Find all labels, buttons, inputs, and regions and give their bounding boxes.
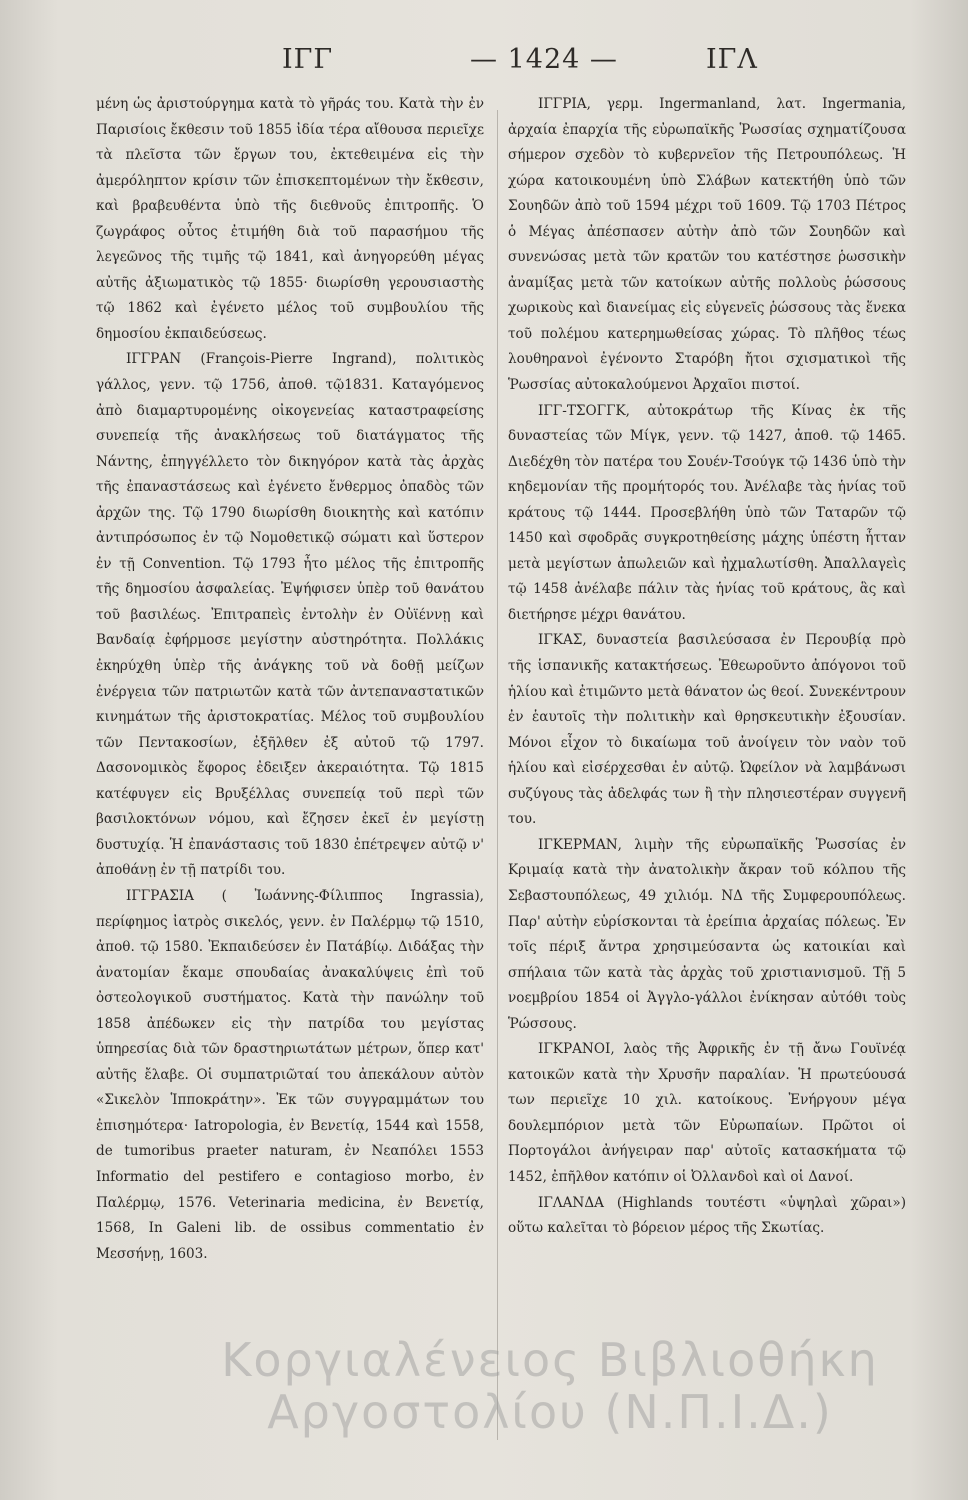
left-column bbox=[96, 92, 484, 1267]
entry-inkerman: ΙΓΚΕΡΜΑΝ, λιμὴν τῆς εὐρωπαϊκῆς Ῥωσσίας ἐν Κριμαίᾳ κατὰ τὴν ἀνατολικὴν ἄκραν τοῦ κόλπου τῆς Σεβαστουπόλεως, 49 χιλιόμ. ΝΔ τῆς Συμφερουπόλεως. Παρ' αὐτὴν εὑρίσκονται τὰ ἐρείπια ἀρχαίας πόλεως. Ἐν τοῖς πέριξ ἄντρα χρησιμεύσαντα ὡς κατοικίαι καὶ σπήλαια τῶν κατὰ τὰς ἀρχὰς τοῦ χριστιανισμοῦ. Τῇ 5 νοεμβρίου 1854 οἱ Ἀγγλο-γάλλοι ἐνίκησαν αὐτόθι τοὺς Ῥώσσους. bbox=[508, 836, 906, 1032]
library-watermark bbox=[170, 1334, 930, 1438]
right-column bbox=[508, 92, 906, 1242]
entry-ingrassia: ΙΓΓΡΑΣΙΑ ( Ἰωάννης-Φίλιππος Ingrassia), περίφημος ἰατρὸς σικελός, γενν. ἐν Παλέρμῳ τῷ 1510, ἀποθ. τῷ 1580. Ἐκπαιδεύσεν ἐν Πατάβίῳ. Διδάξας τὴν ἀνατομίαν ἔκαμε σπουδαίας ἀνακαλύψεις ἐπὶ τοῦ ὀστεολογικοῦ συστήματος. Κατὰ τὴν πανώλην τοῦ 1858 ἀπέδωκεν εἰς τὴν πατρίδα του μεγίστας ὑπηρεσίας διὰ τῶν δραστηριωτάτων μέτρων, ὅπερ κατ' αὐτῆς ἔλαβε. Οἱ συμπατριῶταί του ἀπεκάλουν αὐτὸν «Σικελὸν Ἱπποκράτην». Ἐκ τῶν συγγραμμάτων του ἐπισημότερα· Iatropologia, ἐν Βενετίᾳ, 1544 καὶ 1558, de tumoribus praeter naturam, ἐν Νεαπόλει 1553 Informatio del pestifero e contagioso morbo, ἐν Παλέρμῳ, 1576. Veterinaria medicina, ἐν Βενετίᾳ, 1568, In Galeni lib. de ossibus commentatio ἐν Μεσσήνῃ, 1603. bbox=[96, 887, 484, 1262]
entry-ingrand: ΙΓΓΡΑΝ (François-Pierre Ingrand), πολιτικὸς γάλλος, γενν. τῷ 1756, ἀποθ. τῷ1831. Καταγόμενος ἀπὸ διαμαρτυρομένης οἰκογενείας καταστραφείσης συνεπείᾳ τῆς ἀνακλήσεως τοῦ διατάγματος τῆς Νάντης, ἐπηγγέλλετο τὸν δικηγόρον κατὰ τὰς ἀρχὰς τῆς ἐπαναστάσεως καὶ ἐγένετο ἔνθερμος ὀπαδὸς τῶν ἀρχῶν της. Τῷ 1790 διωρίσθη διοικητὴς καὶ κατόπιν ἀντιπρόσωπος ἐν τῷ Νομοθετικῷ σώματι καὶ ὕστερον ἐν τῇ Convention. Τῷ 1793 ἦτο μέλος τῆς ἐπιτροπῆς τῆς δημοσίου ἀσφαλείας. Ἐψήφισεν ὑπὲρ τοῦ θανάτου τοῦ βασιλέως. Ἐπιτραπεὶς ἐντολὴν ἐν Οὐϊέννῃ καὶ Βανδαίᾳ ἐφήρμοσε μεγίστην αὐστηρότητα. Πολλάκις ἐκηρύχθη ὑπὲρ τῆς ἀνάγκης τοῦ νὰ δοθῇ μείζων ἐνέργεια τῶν πατριωτῶν κατὰ τῶν ἀντεπαναστατικῶν κινημάτων τῆς ἀριστοκρατίας. Μέλος τοῦ συμβουλίου τῶν Πεντακοσίων, ἐξῆλθεν ἐξ αὐτοῦ τῷ 1797. Δασονομικὸς ἔφορος ἐδειξεν ἀκεραιότητα. Τῷ 1815 κατέφυγεν εἰς Βρυξέλλας συνεπείᾳ τοῦ περὶ τῶν βασιλοκτόνων νόμου, καὶ ἔζησεν ἐκεῖ ἐν μεγίστῃ δυστυχίᾳ. Ἡ ἐπανάστασις τοῦ 1830 ἐπέτρεψεν αὐτῷ ν' ἀποθάνῃ ἐν τῇ πατρίδι του. bbox=[96, 351, 484, 879]
entry-ing-tsong: ΙΓΓ-ΤΣΟΓΓΚ, αὐτοκράτωρ τῆς Κίνας ἐκ τῆς δυναστείας τῶν Μίγκ, γενν. τῷ 1427, ἀποθ. τῷ 1465. Διεδέχθη τὸν πατέρα του Σουέν-Τσούγκ τῷ 1436 ὑπὸ τὴν κηδεμονίαν τῆς προμήτορός του. Ἀνέλαβε τὰς ἡνίας τοῦ κράτους τῷ 1444. Προσεβλήθη ὑπὸ τῶν Ταταρῶν τῷ 1450 καὶ σφοδρᾶς συγκροτηθείσης μάχης ὑπέστη ἧτταν μετὰ μεγίστων ἀπωλειῶν καὶ ἠχμαλωτίσθη. Ἀπαλλαγεὶς τῷ 1458 ἀνέλαβε πάλιν τὰς ἡνίας τοῦ κράτους, ἃς καὶ διετήρησε μέχρι θανάτου. bbox=[508, 402, 906, 623]
column-divider bbox=[497, 110, 498, 1440]
header-right-keyword: ΙΓΛ bbox=[706, 44, 758, 75]
entry-inkas: ΙΓΚΑΣ, δυναστεία βασιλεύσασα ἐν Περουβίᾳ πρὸ τῆς ἱσπανικῆς κατακτήσεως. Ἐθεωροῦντο ἀπόγονοι τοῦ ἡλίου καὶ ἐτιμῶντο μετὰ θάνατον ὡς θεοί. Συνεκέντρουν ἐν ἑαυτοῖς τὴν πολιτικὴν καὶ θρησκευτικὴν ἐξουσίαν. Μόνοι εἶχον τὸ δικαίωμα τοῦ ἀνοίγειν τὸν ναὸν τοῦ ἡλίου καὶ εἰσέρχεσθαι ἐν αὐτῷ. Ὠφείλον νὰ λαμβάνωσι συζύγους τὰς ἀδελφάς των ἢ τὴν πλησιεστέραν συγγενῆ του. bbox=[508, 632, 906, 828]
entry-ingria: ΙΓΓΡΙΑ, γερμ. Ingermanland, λατ. Ingermania, ἀρχαία ἐπαρχία τῆς εὐρωπαϊκῆς Ῥωσσίας σχηματίζουσα σήμερον σχεδὸν τὸ κυβερνεῖον τῆς Πετρουπόλεως. Ἡ χώρα κατοικουμένη ὑπὸ Σλάβων κατεκτήθη ὑπὸ τῶν Σουηδῶν ἀπὸ τοῦ 1594 μέχρι τοῦ 1609. Τῷ 1703 Πέτρος ὁ Μέγας ἀπέσπασεν αὐτὴν ἀπὸ τῶν Σουηδῶν καὶ συνενώσας μετὰ τῶν κρατῶν του κατέστησε ῥωσσικὴν ἀναμίξας μετὰ τῶν κατοίκων αὐτῆς πολλοὺς ῥώσσους χωρικοὺς καὶ διανείμας εἰς εὐγενεῖς ῥώσσους τὰς ἕνεκα τοῦ πολέμου κατερημωθείσας χώρας. Τὸ πλῆθος τέως λουθηρανοὶ ἐγένοντο Σταρόβη ἤτοι σχισματικοὶ τῆς Ῥωσσίας αὐτοκαλούμενοι Ἀρχαῖοι πιστοί. bbox=[508, 96, 906, 394]
header-left-keyword: ΙΓΓ bbox=[282, 44, 334, 75]
entry-highlands: ΙΓΛΑΝΔΑ (Highlands τουτέστι «ὑψηλαὶ χῶραι») οὕτω καλεῖται τὸ βόρειον μέρος τῆς Σκωτίας. bbox=[508, 1194, 906, 1237]
page-number: — 1424 — bbox=[470, 44, 618, 75]
page-header bbox=[0, 44, 968, 84]
entry-continuation: μένη ὡς ἀριστούργημα κατὰ τὸ γῆράς του. Κατὰ τὴν ἐν Παρισίοις ἔκθεσιν τοῦ 1855 ἰδία τέρα αἴθουσα περιεῖχε τὰ πλεῖστα τῶν ἔργων του, ἐκτεθειμένα εἰς τὴν ἀμερόληπτον κρίσιν τῶν ἐπισκεπτομένων τὴν ἔκθεσιν, καὶ βραβευθέντα ὑπὸ τῆς διεθνοῦς ἐπιτροπῆς. Ὁ ζωγράφος οὗτος ἐτιμήθη διὰ τοῦ παρασήμου τῆς λεγεῶνος τῆς τιμῆς τῷ 1841, καὶ ἀνηγορεύθη μέγας αὐτῆς ἀξιωματικὸς τῷ 1855· διωρίσθη γερουσιαστὴς τῷ 1862 καὶ ἐγένετο μέλος τοῦ συμβουλίου τῆς δημοσίου ἐκπαιδεύσεως. bbox=[96, 96, 484, 342]
entry-inkranoi: ΙΓΚΡΑΝΟΙ, λαὸς τῆς Ἀφρικῆς ἐν τῇ ἄνω Γουϊνέᾳ κατοικῶν κατὰ τὴν Χρυσῆν παραλίαν. Ἡ πρωτεύουσά των περιεῖχε 10 χιλ. κατοίκους. Ἐνήργουν μέγα δουλεμπόριον μετὰ τῶν Εὐρωπαίων. Πρῶτοι οἱ Πορτογάλοι ἀνήγειραν παρ' αὐτοῖς κατασκήματα τῷ 1452, ἐπῆλθον κατόπιν οἱ Ὀλλανδοὶ καὶ οἱ Δανοί. bbox=[508, 1041, 906, 1185]
watermark-line-1: Κοργιαλένειος Βιβλιοθήκη bbox=[221, 1333, 879, 1387]
watermark-line-2: Αργοστολίου (Ν.Π.Ι.Δ.) bbox=[267, 1385, 833, 1439]
